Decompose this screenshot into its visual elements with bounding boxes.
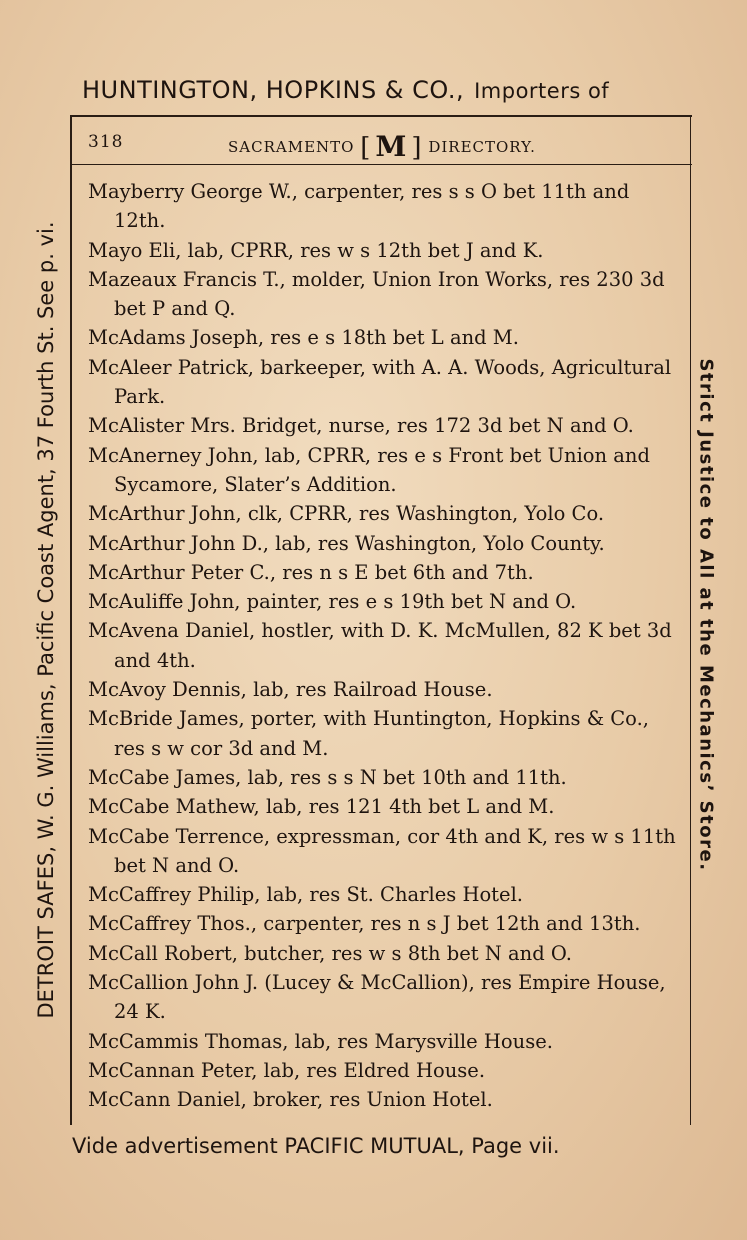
running-header: [88, 130, 683, 163]
left-margin-text: DETROIT SAFES, W. G. Williams, Pacific Coast Agent, 37 Fourth St. See p. vi.: [34, 221, 58, 1019]
list-item: McAvoy Dennis, lab, res Railroad House.: [88, 678, 493, 702]
banner-company-name: HUNTINGTON, HOPKINS & CO.,: [82, 76, 465, 104]
page-number: 318: [88, 132, 124, 152]
left-frame-line: [70, 115, 72, 1125]
running-title: [228, 130, 536, 163]
list-item: McCann Daniel, broker, res Union Hotel.: [88, 1088, 493, 1112]
right-frame-line: [690, 115, 691, 1125]
list-item: McCabe Terrence, expressman, cor 4th and K, res w s 11th bet N and O.: [88, 824, 676, 877]
bracket-open: [: [360, 133, 372, 163]
list-item: McCabe Mathew, lab, res 121 4th bet L and M.: [88, 795, 555, 819]
list-item: McBride James, porter, with Huntington, Hopkins & Co., res s w cor 3d and M.: [88, 707, 649, 760]
list-item: McCammis Thomas, lab, res Marysville House.: [88, 1029, 553, 1053]
directory-entries: [88, 177, 682, 1115]
list-item: McAleer Patrick, barkeeper, with A. A. Woods, Agricultural Park.: [88, 355, 672, 409]
list-item: McCannan Peter, lab, res Eldred House.: [88, 1058, 486, 1082]
list-item: Mazeaux Francis T., molder, Union Iron Works, res 230 3d bet P and Q.: [88, 267, 665, 321]
list-item: McCallion John J. (Lucey & McCallion), res Empire House, 24 K.: [88, 971, 666, 1024]
section-letter: M: [375, 130, 408, 163]
list-item: McAuliffe John, painter, res e s 19th bet N and O.: [88, 590, 577, 614]
right-margin-text: Strict Justice to All at the Mechanics’ Store.: [695, 358, 717, 872]
footer-advertisement: Vide advertisement PACIFIC MUTUAL, Page vii.: [72, 1134, 560, 1158]
top-advertisement-banner: [82, 76, 692, 104]
list-item: McAnerney John, lab, CPRR, res e s Front bet Union and Sycamore, Slater’s Addition.: [88, 443, 650, 496]
bracket-close: ]: [411, 133, 423, 163]
top-rule: [72, 115, 692, 117]
list-item: McCaffrey Thos., carpenter, res n s J bet 12th and 13th.: [88, 912, 641, 936]
header-rule: [72, 164, 692, 165]
running-title-left: SACRAMENTO: [228, 138, 355, 156]
list-item: McArthur John, clk, CPRR, res Washington, Yolo Co.: [88, 502, 605, 526]
list-item: McAlister Mrs. Bridget, nurse, res 172 3d bet N and O.: [88, 414, 634, 438]
banner-tagline: Importers of: [474, 79, 610, 103]
running-title-right: DIRECTORY.: [428, 138, 536, 156]
list-item: Mayberry George W., carpenter, res s s O bet 11th and 12th.: [88, 180, 630, 233]
list-item: McArthur John D., lab, res Washington, Yolo County.: [88, 531, 605, 555]
list-item: McCaffrey Philip, lab, res St. Charles Hotel.: [88, 883, 523, 907]
list-item: McAdams Joseph, res e s 18th bet L and M.: [88, 326, 519, 350]
list-item: McAvena Daniel, hostler, with D. K. McMullen, 82 K bet 3d and 4th.: [88, 619, 672, 672]
list-item: McCall Robert, butcher, res w s 8th bet N and O.: [88, 941, 572, 965]
list-item: Mayo Eli, lab, CPRR, res w s 12th bet J and K.: [88, 238, 544, 262]
list-item: McArthur Peter C., res n s E bet 6th and 7th.: [88, 560, 534, 584]
list-item: McCabe James, lab, res s s N bet 10th and 11th.: [88, 765, 567, 789]
